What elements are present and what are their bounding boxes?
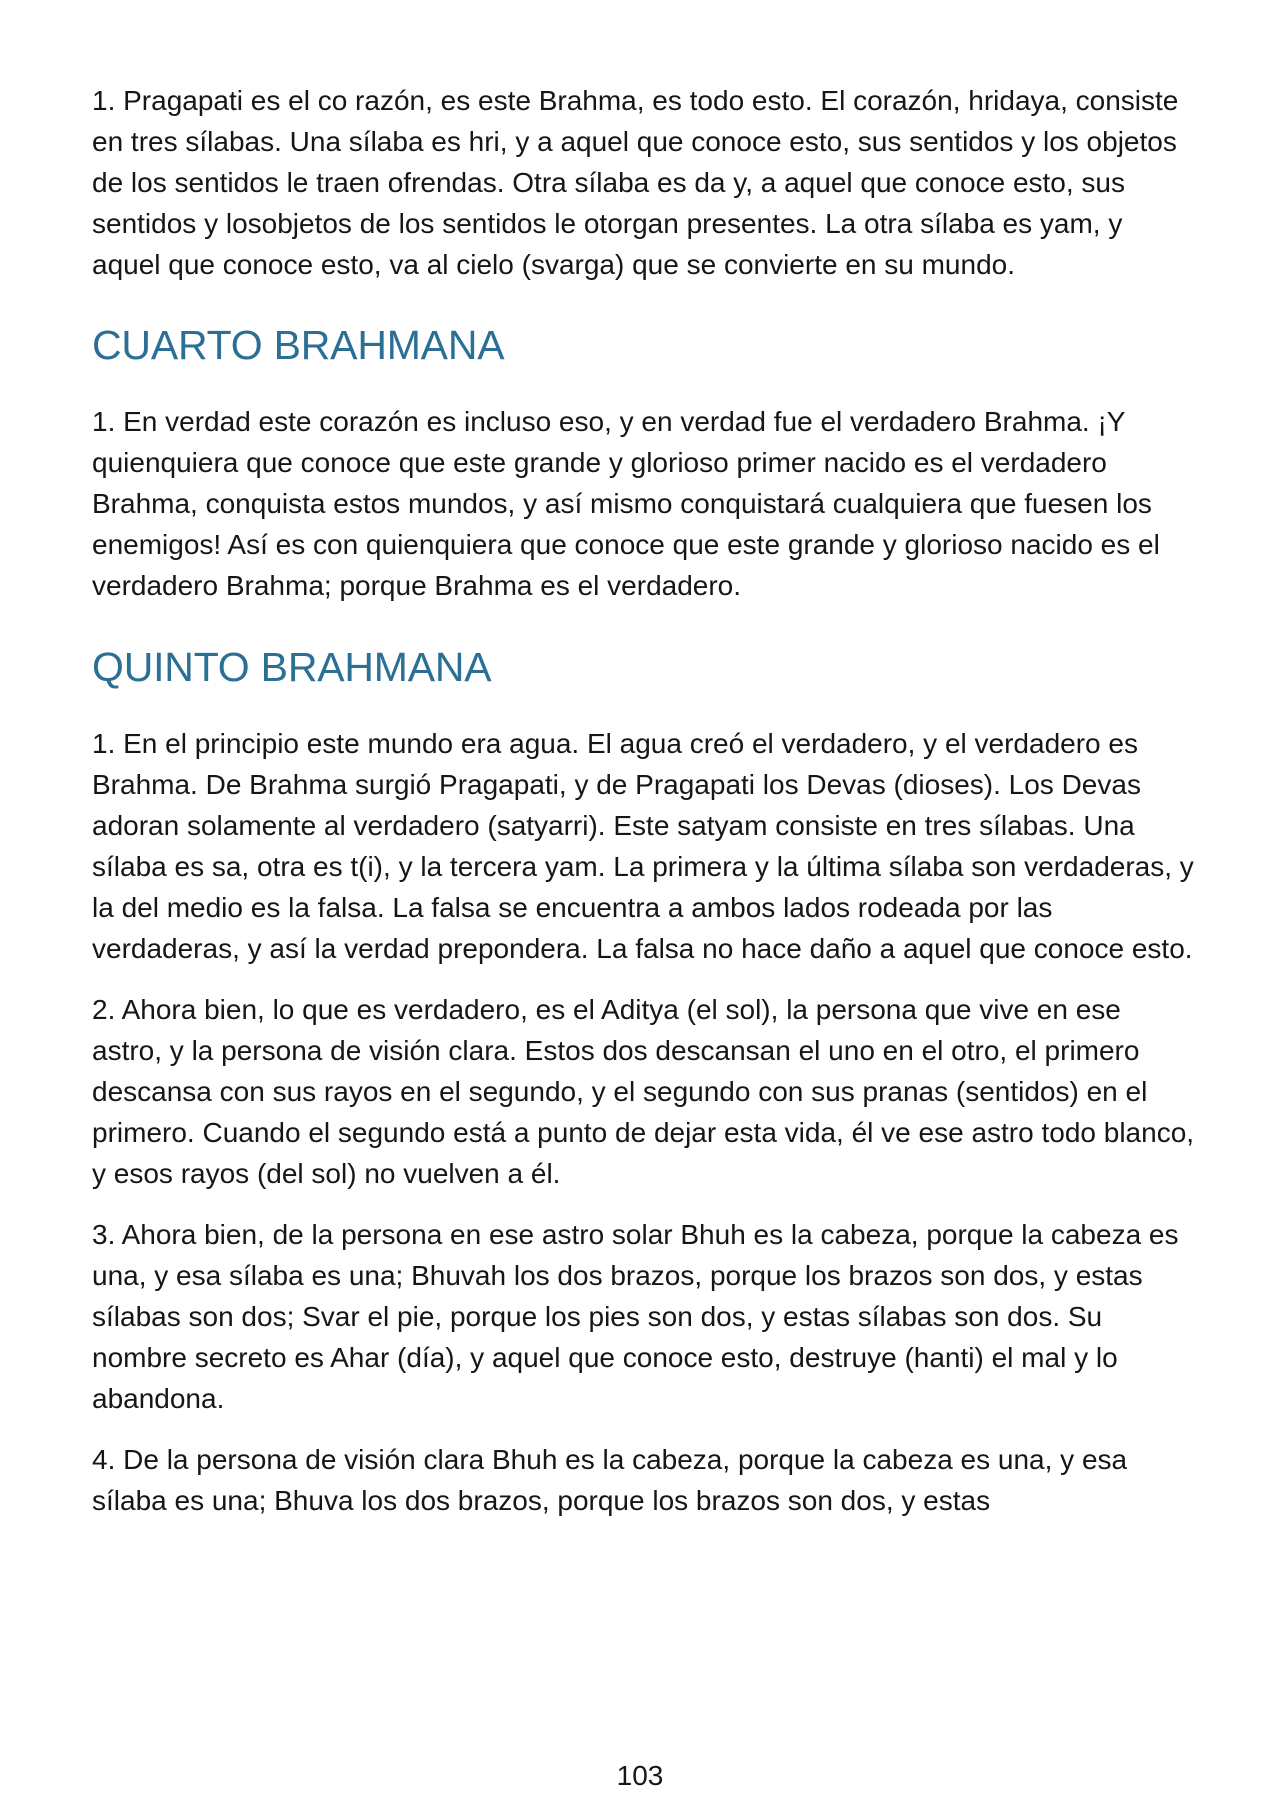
page-body — [92, 80, 1197, 1521]
paragraph-cuarto-1: 1. En verdad este corazón es incluso eso, y en verdad fue el verdadero Brahma. ¡Y quienquiera que conoce que este grande y glorioso primer nacido es el verdadero Brahma, conquista estos mundos, y así mismo conquistará cualquiera que fuesen los enemigos! Así es con quienquiera que conoce que este grande y glorioso nacido es el verdadero Brahma; porque Brahma es el verdadero. — [92, 406, 1160, 601]
heading-cuarto-brahmana: CUARTO BRAHMANA — [92, 322, 505, 368]
heading-quinto-brahmana: QUINTO BRAHMANA — [92, 644, 492, 690]
paragraph-quinto-3: 3. Ahora bien, de la persona en ese astro solar Bhuh es la cabeza, porque la cabeza es una, y esa sílaba es una; Bhuvah los dos brazos, porque los brazos son dos, y estas sílabas son dos; Svar el pie, porque los pies son dos, y estas sílabas son dos. Su nombre secreto es Ahar (día), y aquel que conoce esto, destruye (hanti) el mal y lo abandona. — [92, 1219, 1179, 1414]
paragraph-quinto-1: 1. En el principio este mundo era agua. El agua creó el verdadero, y el verdadero es Brahma. De Brahma surgió Pragapati, y de Pragapati los Devas (dioses). Los Devas adoran solamente al verdadero (satyarri). Este satyam consiste en tres sílabas. Una sílaba es sa, otra es t(i), y la tercera yam. La primera y la última sílaba son verdaderas, y la del medio es la falsa. La falsa se encuentra a ambos lados rodeada por las verdaderas, y así la verdad prepondera. La falsa no hace daño a aquel que conoce esto. — [92, 728, 1194, 964]
paragraph-quinto-2: 2. Ahora bien, lo que es verdadero, es el Aditya (el sol), la persona que vive en ese astro, y la persona de visión clara. Estos dos descansan el uno en el otro, el primero descansa con sus rayos en el segundo, y el segundo con sus pranas (sentidos) en el primero. Cuando el segundo está a punto de dejar esta vida, él ve ese astro todo blanco, y esos rayos (del sol) no vuelven a él. — [92, 994, 1195, 1189]
paragraph-quinto-4: 4. De la persona de visión clara Bhuh es la cabeza, porque la cabeza es una, y esa sílaba es una; Bhuva los dos brazos, porque los brazos son dos, y estas — [92, 1444, 1128, 1516]
paragraph-pragapati: 1. Pragapati es el co razón, es este Brahma, es todo esto. El corazón, hridaya, consiste en tres sílabas. Una sílaba es hri, y a aquel que conoce esto, sus sentidos y los objetos de los sentidos le traen ofrendas. Otra sílaba es da y, a aquel que conoce esto, sus sentidos y losobjetos de los sentidos le otorgan presentes. La otra sílaba es yam, y aquel que conoce esto, va al cielo (svarga) que se convierte en su mundo. — [92, 85, 1179, 280]
page-number: 103 — [616, 1760, 664, 1791]
